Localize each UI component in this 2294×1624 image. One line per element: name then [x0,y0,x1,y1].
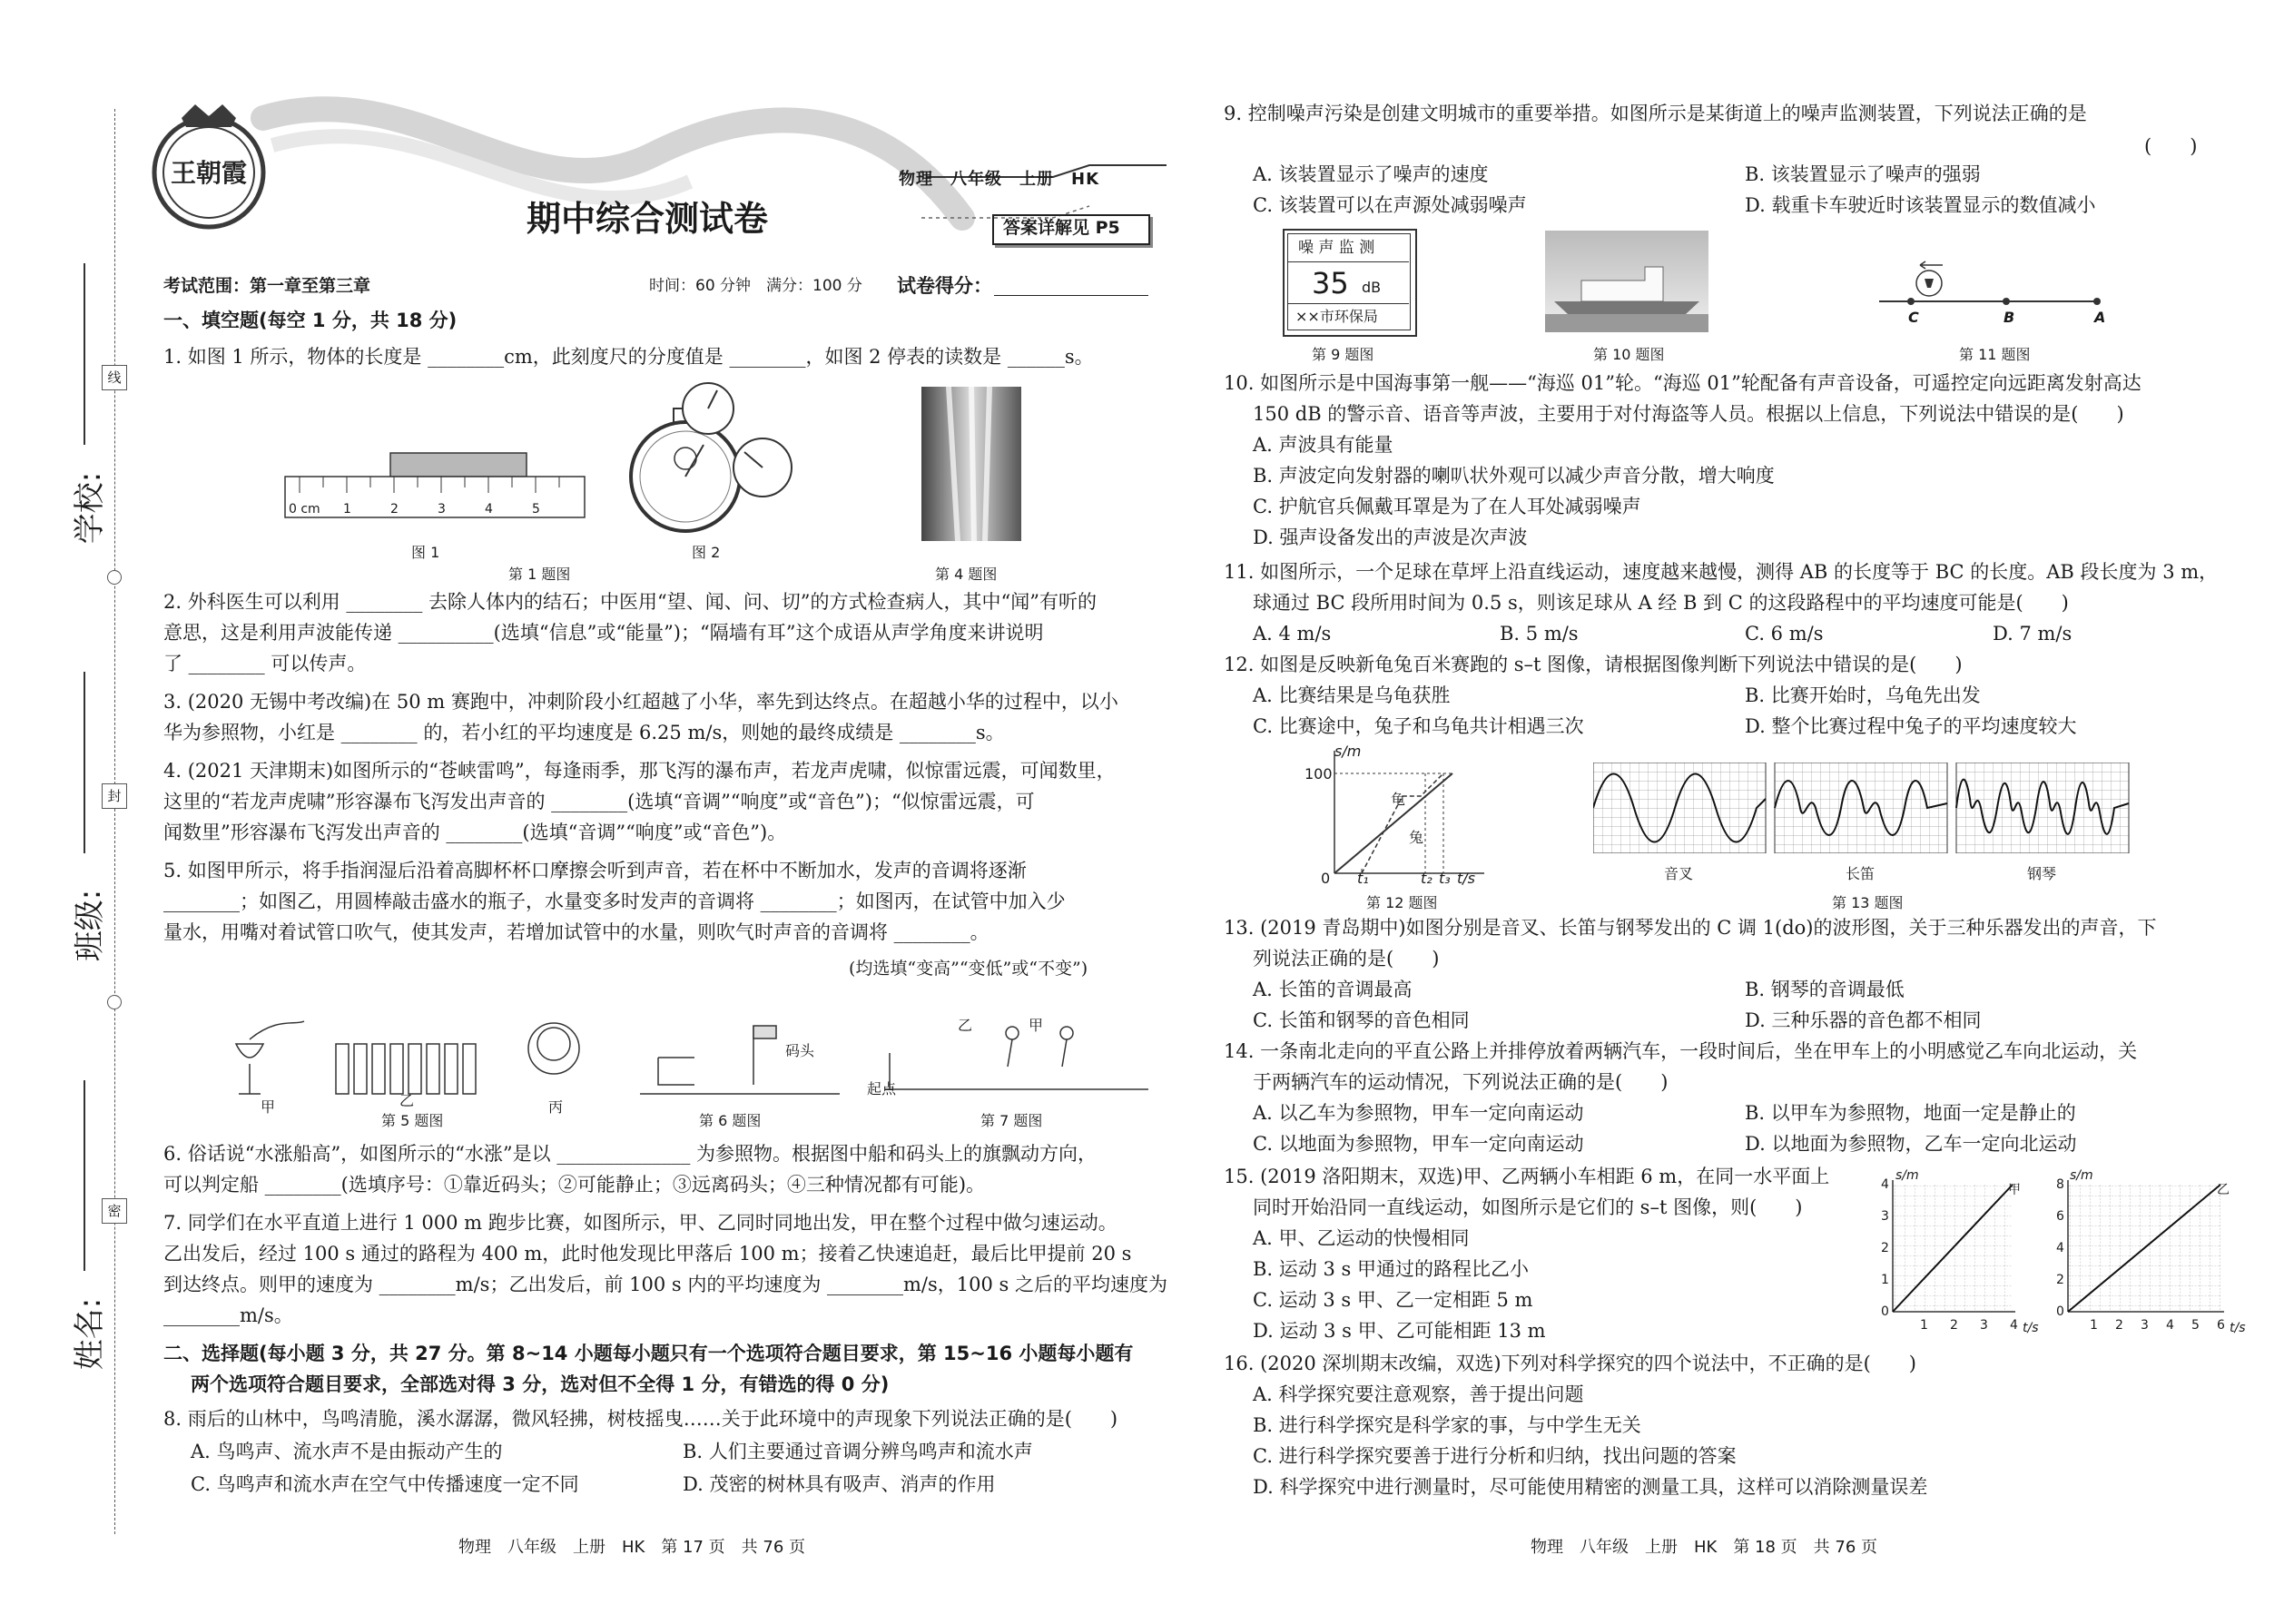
q7-line-1: 7. 同学们在水平直道上进行 1 000 m 跑步比赛，如图所示，甲、乙同时同地出发，甲在整个过程中做匀速运动。 [163,1212,1117,1234]
q12-option-a: A. 比赛结果是乌龟获胜 [1253,684,1451,706]
figure-15-jia-y3: 3 [1881,1209,1889,1224]
q16-option-c: C. 进行科学探究要善于进行分析和归纳，找出问题的答案 [1253,1445,1737,1467]
q10-line-2: 150 dB 的警示音、语音等声波，主要用于对付海盗等人员。根据以上信息，下列说法中错误的是( ) [1253,403,2124,425]
q10-option-c: C. 护航官兵佩戴耳罩是为了在人耳处减弱噪声 [1253,496,1641,517]
q11-line-2: 球通过 BC 段所用时间为 0.5 s，则该足球从 A 经 B 到 C 的这段路程中的平均速度可能是( ) [1253,592,2069,614]
ruler-label-2: 2 [390,502,399,517]
ruler-label-5: 5 [532,502,540,517]
page-title: 期中综合测试卷 [527,198,769,239]
figure-15-yi-name: 乙 [2217,1183,2230,1197]
figure-4-title: 第 4 题图 [935,566,998,583]
figure-15-yi-x4: 4 [2166,1318,2174,1333]
q1-text: 1. 如图 1 所示，物体的长度是 ________cm，此刻度尺的分度值是 ________，如图 2 停表的读数是 ______s。 [163,346,1094,368]
figure-4-waterfall-photo [921,387,1021,541]
figure-7-yi-label: 乙 [958,1017,973,1034]
section-2-title-1: 二、选择题(每小题 3 分，共 27 分。第 8~14 小题每小题只有一个选项符合题目要求，第 15~16 小题每小题有 [163,1343,1134,1364]
q8-option-d: D. 茂密的树林具有吸声、消声的作用 [683,1473,996,1495]
q7-line-2: 乙出发后，经过 100 s 通过的路程为 400 m，此时他发现比甲落后 100 m；接着乙快速追赶，最后比甲提前 20 s [163,1243,1132,1265]
figure-12-st-graph [1307,746,1489,882]
q14-option-d: D. 以地面为参照物，乙车一定向北运动 [1745,1133,2077,1155]
q5-note: (均选填“变高”“变低”或“不变”) [849,959,1088,979]
binding-circle-1 [107,570,122,585]
q7-line-4: ________m/s。 [163,1304,293,1326]
figure-2-caption: 图 2 [692,544,721,561]
figure-12-t2: t₂ [1421,870,1433,887]
figure-13-label-flute: 长笛 [1846,865,1876,882]
ruler-label-4: 4 [485,502,493,517]
figure-9-title: 第 9 题图 [1312,346,1374,363]
figure-12-t1: t₁ [1357,870,1369,887]
q10-line-1: 10. 如图所示是中国海事第一舰——“海巡 01”轮。“海巡 01”轮配备有声音设备，可遥控定向远距离发射高达 [1224,372,2141,394]
binding-mark-3: 密 [102,1198,127,1224]
school-field[interactable] [84,263,85,445]
figure-5-label-jia: 甲 [261,1098,276,1116]
name-label: 姓名: [72,1297,109,1371]
q12-option-b: B. 比赛开始时，乌龟先出发 [1745,684,1981,706]
svg-text:王朝霞: 王朝霞 [170,158,248,188]
figure-15-jia-y4: 4 [1881,1177,1889,1192]
score-field[interactable] [994,295,1148,296]
subject-tag: 物理 八年级 上册 HK [899,170,1100,189]
figure-15-yi-y4: 4 [2056,1241,2064,1255]
noise-unit: dB [1362,279,1382,296]
q12-option-d: D. 整个比赛过程中兔子的平均速度较大 [1745,715,2077,737]
name-field[interactable] [84,1080,85,1271]
figure-15-graph-jia [1875,1176,2020,1330]
figure-15-jia-name: 甲 [2008,1183,2021,1197]
q13-option-b: B. 钢琴的音调最低 [1745,979,1905,1000]
figure-15-yi-xlabel: t/s [2230,1321,2246,1335]
q5-line-1: 5. 如图甲所示，将手指润湿后沿着高脚杯杯口摩擦会听到声音，若在杯中不断加水，发声的音调将逐渐 [163,860,1027,881]
figure-15-yi-x2: 2 [2115,1318,2123,1333]
q16-option-d: D. 科学探究中进行测量时，尽可能使用精密的测量工具，这样可以消除测量误差 [1253,1476,1928,1498]
ruler-label-1: 1 [343,502,351,517]
q14-option-b: B. 以甲车为参照物，地面一定是静止的 [1745,1102,2076,1124]
figure-13-label-piano: 钢琴 [2027,865,2057,882]
figure-15-yi-ylabel: s/m [2070,1168,2093,1183]
figure-1-caption: 图 1 [411,544,440,561]
figure-15-graph-yi [2050,1176,2231,1330]
class-field[interactable] [84,672,85,853]
q2-line-3: 了 ________ 可以传声。 [163,653,367,674]
figure-11-label-a: A [2094,309,2106,326]
q12-option-c: C. 比赛途中，兔子和乌龟共计相遇三次 [1253,715,1584,737]
exam-scope: 考试范围：第一章至第三章 [163,276,371,296]
figure-15-jia-xlabel: t/s [2023,1321,2039,1335]
q13-line-2: 列说法正确的是( ) [1253,948,1440,969]
q11-option-d: D. 7 m/s [1993,623,2072,645]
figure-15-yi-y8: 8 [2056,1177,2064,1192]
q15-option-c: C. 运动 3 s 甲、乙一定相距 5 m [1253,1289,1533,1311]
q2-line-2: 意思，这是利用声波能传递 __________(选填“信息”或“能量”)；“隔墙有耳”这个成语从声学角度来讲说明 [163,622,1044,644]
binding-mark-1: 线 [102,365,127,390]
q10-option-d: D. 强声设备发出的声波是次声波 [1253,527,1528,548]
figure-5-glass [236,1021,304,1094]
q12-text: 12. 如图是反映新龟兔百米赛跑的 s–t 图像，请根据图像判断下列说法中错误的是( ) [1224,654,1963,675]
noise-value: 35 [1312,266,1349,300]
figure-15-yi-y0: 0 [2056,1304,2064,1319]
q15-option-b: B. 运动 3 s 甲通过的路程比乙小 [1253,1258,1529,1280]
figure-5-label-yi: 乙 [399,1092,415,1109]
q15-line-1: 15. (2019 洛阳期末，双选)甲、乙两辆小车相距 6 m，在同一水平面上 [1224,1166,1830,1187]
time-score: 时间：60 分钟 满分：100 分 [649,277,862,295]
footer-right: 物理 八年级 上册 HK 第 18 页 共 76 页 [1531,1538,1878,1557]
figure-12-100: 100 [1305,765,1333,782]
binding-line [114,109,115,1534]
figure-12-tu: 兔 [1409,829,1424,846]
q9-option-c: C. 该装置可以在声源处减弱噪声 [1253,194,1527,216]
q11-option-b: B. 5 m/s [1500,623,1579,645]
q9-paren: ( ) [2144,135,2198,157]
figure-15-jia-y0: 0 [1881,1304,1889,1319]
q2-line-1: 2. 外科医生可以利用 ________ 去除人体内的结石；中医用“望、闻、问、切”的方式检查病人，其中“闻”有听的 [163,591,1098,613]
q3-line-2: 华为参照物，小红是 ________ 的，若小红的平均速度是 6.25 m/s，则她的最终成绩是 ________s。 [163,722,1005,743]
figure-1-title: 第 1 题图 [508,566,571,583]
q10-option-a: A. 声波具有能量 [1253,434,1393,456]
figure-15-yi-x5: 5 [2191,1318,2200,1333]
q9-option-b: B. 该装置显示了噪声的强弱 [1745,163,1981,185]
figure-12-xlabel: t/s [1457,870,1475,887]
q14-line-1: 14. 一条南北走向的平直公路上并排停放着两辆汽车，一段时间后，坐在甲车上的小明感觉乙车向北运动，关 [1224,1040,2138,1062]
figure-15-jia-ylabel: s/m [1895,1168,1919,1183]
figure-12-gui: 龟 [1391,791,1406,808]
q4-line-3: 闻数里”形容瀑布飞泻发出声音的 ________(选填“音调”“响度”或“音色”)。 [163,822,787,843]
figure-11-label-b: B [2004,309,2015,326]
figure-5-bottles [336,1044,476,1094]
figure-12-t3: t₃ [1439,870,1451,887]
ruler-label-0: 0 cm [289,502,320,517]
noise-title: 噪 声 监 测 [1298,239,1375,257]
q6-line-2: 可以判定船 ________(选填序号：①靠近码头；②可能静止；③远离码头；④三种情况都有可能)。 [163,1174,986,1196]
q4-line-2: 这里的“若龙声虎啸”形容瀑布飞泻发出声音的 ________(选填“音调”“响度”或“音色”)；“似惊雷远震，可 [163,791,1035,812]
q13-option-d: D. 三种乐器的音色都不相同 [1745,1009,1982,1031]
binding-circle-2 [107,995,122,1009]
q9-option-d: D. 载重卡车驶近时该装置显示的数值减小 [1745,194,2096,216]
figure-15-yi-x6: 6 [2217,1318,2225,1333]
q11-line-1: 11. 如图所示，一个足球在草坪上沿直线运动，速度越来越慢，测得 AB 的长度等于 BC 的长度。AB 段长度为 3 m， [1224,561,2219,583]
q16-option-b: B. 进行科学探究是科学家的事，与中学生无关 [1253,1414,1641,1436]
figure-15-jia-x4: 4 [2010,1318,2018,1333]
figure-1-ruler [281,449,590,522]
figure-15-yi-x3: 3 [2141,1318,2149,1333]
q15-option-a: A. 甲、乙运动的快慢相同 [1253,1227,1470,1249]
figure-10-title: 第 10 题图 [1593,346,1665,363]
publisher-logo [145,100,272,236]
section-1-title: 一、填空题(每空 1 分，共 18 分) [163,310,458,331]
q13-line-1: 13. (2019 青岛期中)如图分别是音叉、长笛与钢琴发出的 C 调 1(do)的波形图，关于三种乐器发出的声音，下 [1224,917,2157,939]
figure-15-yi-x1: 1 [2090,1318,2098,1333]
footer-left: 物理 八年级 上册 HK 第 17 页 共 76 页 [458,1538,806,1557]
figure-10-ship-photo [1545,231,1708,332]
figure-12-ylabel: s/m [1334,743,1362,760]
figure-15-yi-y2: 2 [2056,1273,2064,1287]
q8-option-c: C. 鸟鸣声和流水声在空气中传播速度一定不同 [191,1473,579,1495]
q8-option-a: A. 鸟鸣声、流水声不是由振动产生的 [191,1441,503,1462]
q16-option-a: A. 科学探究要注意观察，善于提出问题 [1253,1383,1584,1405]
q11-option-c: C. 6 m/s [1745,623,1824,645]
figure-15-jia-x2: 2 [1950,1318,1958,1333]
figure-11-title: 第 11 题图 [1959,346,2031,363]
figure-7-runners [885,1027,1148,1089]
figure-11-label-c: C [1908,309,1919,326]
answer-ref: 答案详解见 P5 [1003,218,1120,238]
noise-org: ××市环保局 [1295,308,1378,325]
figure-12-title: 第 12 题图 [1366,894,1438,911]
school-label: 学校: [72,471,109,545]
q16-text: 16. (2020 深圳期末改编，双选)下列对科学探究的四个说法中，不正确的是( ) [1224,1353,1916,1374]
q14-line-2: 于两辆汽车的运动情况，下列说法正确的是( ) [1253,1071,1669,1093]
q4-line-1: 4. (2021 天津期末)如图所示的“苍峡雷鸣”，每逢雨季，那飞泻的瀑布声，若龙声虎啸，似惊雷远震，可闻数里， [163,760,1116,782]
q5-line-2: ________；如图乙，用圆棒敲击盛水的瓶子，水量变多时发声的音调将 ________；如图丙，在试管中加入少 [163,891,1066,912]
figure-15-jia-y1: 1 [1881,1273,1889,1287]
figure-15-jia-x3: 3 [1980,1318,1988,1333]
q5-line-3: 量水，用嘴对着试管口吹气，使其发声，若增加试管中的水量，则吹气时声音的音调将 ________。 [163,921,989,943]
figure-5-girl [528,1023,579,1074]
q8-option-b: B. 人们主要通过音调分辨鸟鸣声和流水声 [683,1441,1033,1462]
ruler-label-3: 3 [438,502,446,517]
figure-2-stopwatch [617,381,799,545]
figure-15-jia-x1: 1 [1920,1318,1928,1333]
score-label: 试卷得分： [897,275,992,297]
binding-mark-2: 封 [102,783,127,809]
q6-line-1: 6. 俗话说“水涨船高”，如图所示的“水涨”是以 ______________ 为参照物。根据图中船和码头上的旗飘动方向， [163,1143,1098,1165]
figure-13-waveforms [1593,763,2138,853]
figure-7-title: 第 7 题图 [980,1112,1043,1129]
figure-7-jia-label: 甲 [1029,1017,1044,1034]
figures-5-6-7-art [213,1008,1167,1107]
q15-line-2: 同时开始沿同一直线运动，如图所示是它们的 s–t 图像，则( ) [1253,1196,1803,1218]
q14-option-a: A. 以乙车为参照物，甲车一定向南运动 [1253,1102,1584,1124]
figure-5-title: 第 5 题图 [381,1112,444,1129]
q3-line-1: 3. (2020 无锡中考改编)在 50 m 赛跑中，冲刺阶段小红超越了小华，率先到达终点。在超越小华的过程中，以小 [163,691,1118,713]
figure-13-label-tuning-fork: 音叉 [1664,865,1694,882]
q9-text: 9. 控制噪声污染是创建文明城市的重要举措。如图所示是某街道上的噪声监测装置，下列说法正确的是 [1224,103,2087,124]
q7-line-3: 到达终点。则甲的速度为 ________m/s；乙出发后，前 100 s 内的平均速度为 ________m/s，100 s 之后的平均速度为 [163,1274,1167,1295]
figure-13-title: 第 13 题图 [1832,894,1904,911]
figure-6-title: 第 6 题图 [699,1112,762,1129]
section-2-title-2: 两个选项符合题目要求，全部选对得 3 分，选对但不全得 1 分，有错选的得 0 分) [191,1373,890,1395]
q13-option-a: A. 长笛的音调最高 [1253,979,1413,1000]
q11-option-a: A. 4 m/s [1253,623,1332,645]
figure-12-origin: 0 [1321,870,1331,887]
q10-option-b: B. 声波定向发射器的喇叭状外观可以减少声音分散，增大响度 [1253,465,1775,487]
class-label: 班级: [72,889,109,962]
q13-option-c: C. 长笛和钢琴的音色相同 [1253,1009,1470,1031]
q15-option-d: D. 运动 3 s 甲、乙可能相距 13 m [1253,1320,1546,1342]
figure-6-dock-label: 码头 [785,1042,815,1059]
q8-text: 8. 雨后的山林中，鸟鸣清脆，溪水潺潺，微风轻拂，树枝摇曳……关于此环境中的声现象下列说法正确的是( ) [163,1408,1118,1430]
q9-option-a: A. 该装置显示了噪声的速度 [1253,163,1489,185]
figure-15-jia-y2: 2 [1881,1241,1889,1255]
figure-7-start-label: 起点 [867,1080,897,1097]
figure-15-yi-y6: 6 [2056,1209,2064,1224]
figure-5-label-bing: 丙 [548,1098,564,1116]
q14-option-c: C. 以地面为参照物，甲车一定向南运动 [1253,1133,1584,1155]
